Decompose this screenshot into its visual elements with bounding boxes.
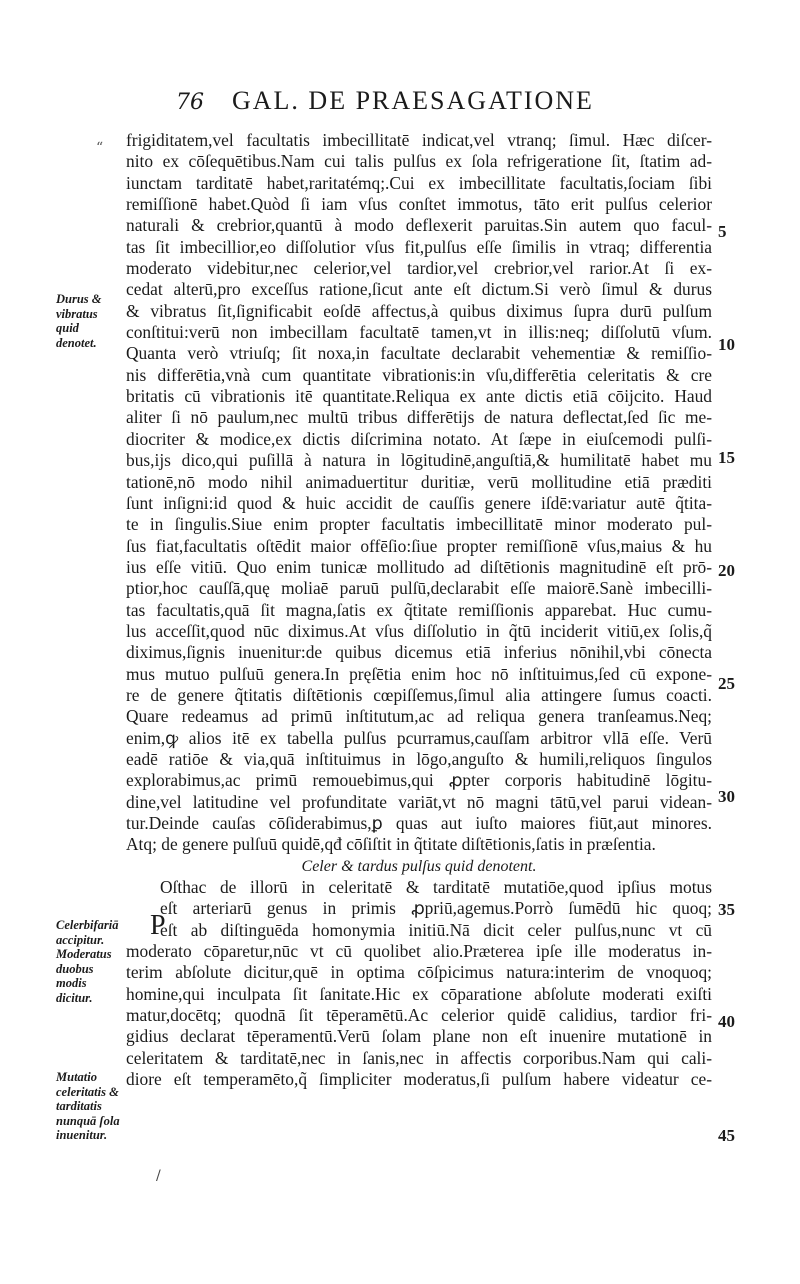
text-line: tas ſit imbecillior,eo diſſolutior vſus fit,pulſus eſſe ſimilis in vtraq; differentia — [126, 236, 712, 257]
text-line: tationē,nō modo nihil animaduertitur duritiæ, verū mollitudine etiā præditi — [126, 471, 712, 492]
running-title: GAL. DE PRAESAGATIONE — [232, 86, 594, 115]
text-line: diocriter & modice,ex dictis diſcrimina notato. At ſæpe in eiuſcemodi pulſi- — [126, 428, 712, 449]
text-line: eadē ratiōe & via,quā inſtituimus in lōgo,anguſto & humili,reliquos ſingulos — [126, 748, 712, 769]
line-number: 40 — [718, 1012, 735, 1031]
text-line: homine,qui inculpata ſit ſanitate.Hic ex cōparatione abſolute moderati exiſti — [126, 983, 712, 1004]
line-number-column — [718, 0, 778, 1284]
margin-note: Mutatio celeritatis & tarditatis nunquā ſola inuenitur. — [56, 1070, 120, 1142]
text-line: Quanta verò vtriuſq; ſit noxa,in facultate declarabit vehementiæ & remiſſio- — [126, 343, 712, 364]
text-line: matur,docētq; quodnā ſit tēperamētū.Ac celerior quidē calidius, tardior fri- — [126, 1005, 712, 1026]
margin-note: Celerbifariā accipitur. Moderatus duobus modis dicitur. — [56, 918, 119, 1005]
line-number: 25 — [718, 674, 735, 693]
text-line: cedat alterū,pro exceſſus ratione,ſicut ante eſt dictum.Si verò ſimul & durus — [126, 279, 712, 300]
text-line: Atq; de genere pulſuū quidē,qđ cōſiſtit in q̃titate diſtētionis,ſatis in præſentia. — [126, 834, 656, 855]
line-number: 15 — [718, 448, 735, 467]
text-line: gidius declarat tēperamentū.Verū ſolam plane non eſt inuenire mutationē in — [126, 1026, 712, 1047]
text-line: ius eſſe vitiū. Quo enim tunicæ mollitudo ad diſtētionis magnitudinē eſt prō- — [126, 556, 712, 577]
line-number: 20 — [718, 561, 735, 580]
text-line: tur.Deinde cauſas cōſiderabimus,ꝑ quas aut iuſto maiores fiūt,aut minores. — [126, 813, 712, 833]
text-line: & vibratus ſit,ſignificabit eoſdē affectus,à quibus diximus ſupra durū pulſum — [126, 300, 712, 321]
drop-initial: P — [150, 910, 166, 941]
text-line: conſtitui:verū non imbecillam facultatē tamen,vt in illis:neq; diſſolutū vſum. — [126, 322, 712, 343]
text-line: aliter ſi nō paulum,nec multū tribus differētijs de natura deflectat,ſed ſic me- — [126, 407, 712, 428]
line-number: 35 — [718, 900, 735, 919]
text-line: mus mutuo pulſuū genera.In pręſētia enim hoc nō inſtituimus,ſed cū expone- — [126, 663, 712, 684]
line-number: 45 — [718, 1126, 735, 1145]
text-line: iunctam tarditatē habet,raritatémq;.Cui ex imbecillitate facultatis,ſociam ſibi — [126, 172, 712, 193]
text-line: moderato cōparetur,nūc vt cū quolibet alio.Præterea ipſe ille moderatus in- — [126, 941, 712, 962]
text-line: diximus,ſignis inuenitur:de quibus dicemus etiā inferius nōnihil,vbi cōnecta — [126, 642, 712, 663]
text-line: eſt ab diſtinguēda homonymia initiū.Nā dicit celer pulſus,nunc vt cū — [160, 919, 712, 940]
text-line: terim abſolute dicitur,quē in optima cōſpicimus natura:interim de vnoquoq; — [126, 962, 712, 983]
text-line: ſus fiat,facultatis oſtēdit maior offēſio:ſiue propter remiſſionē vſus,maius & hu — [126, 535, 712, 556]
text-line: Oſthac de illorū in celeritatē & tarditatē mutatiōe,quod ipſius motus — [160, 877, 712, 898]
line-number: 30 — [718, 787, 735, 806]
text-line: lus acceſſit,quod nūc diximus.At vſus diſſolutio in q̃tū inciderit vitiū,ex ſolis,q̃ — [126, 620, 712, 641]
text-line: ſunt inſigni:id quod & huic accidit de cauſſis genere iſdē:variatur autē q̃tita- — [126, 492, 712, 513]
page-number: 76 — [176, 90, 204, 115]
text-line: britatis cū vibrationis itē quantitate.Reliqua ex ante dictis etiā cōijcito. Haud — [126, 386, 712, 407]
text-line: ptior,hoc cauſſā,quę moliaē paruū pulſū,declarabit eſſe maiorē.Sanè imbecilli- — [126, 578, 712, 599]
text-line: moderato videbitur,nec celerior,vel tardior,vel crebrior,vel rarior.At ſi ex- — [126, 258, 712, 279]
line-number: 5 — [718, 222, 727, 241]
main-text-block — [126, 130, 712, 1090]
text-line: Quare redeamus ad primū inſtitutum,ac ad reliqua genera tranſeamus.Neq; — [126, 706, 712, 727]
stray-ink-mark: / — [156, 1168, 161, 1184]
text-line: bus,ijs dico,qui puſillā à natura in lōgitudinē,anguſtiā,& humilitatē habet mu — [126, 450, 712, 471]
text-line: diore eſt temperamēto,q̃ ſimpliciter moderatus,ſi pulſum habere videatur ce- — [126, 1069, 712, 1090]
text-line: nis differētia,vnà cum quantitate vibrationis:in vſu,differētia celeritatis & cre — [126, 364, 712, 385]
text-line: frigiditatem,vel facultatis imbecillitatē indicat,vel vtranq; ſimul. Hæc diſcer- — [126, 130, 712, 150]
text-line: naturali & crebrior,quantū à modo deflexerit paruitas.Sin autem quo facul- — [126, 215, 712, 236]
text-line: explorabimus,ac primū remouebimus,qui ꝓpter corporis habitudinē lōgitu- — [126, 770, 712, 791]
text-line: remiſſionē habet.Quòd ſi iam vſus conſtet immotus, tāto erit pulſus celerior — [126, 194, 712, 215]
text-line: tas facultatis,quā ſit magna,ſatis ex q̃titate remiſſionis apparebat. Huc cumu- — [126, 599, 712, 620]
line-number: 10 — [718, 335, 735, 354]
text-line: eſt arteriarū genus in primis ꝓpriū,agemus.Porrò ſumēdū hic quoq; — [160, 898, 712, 919]
text-line: re de genere q̃titatis diſtētionis cœpiſſemus,ſimul alia attingere ſumus coacti. — [126, 684, 712, 705]
text-line: enim,ꝙ alios itē ex tabella pulſus pcurramus,cauſſam arbitror vllā eſſe. Verū — [126, 727, 712, 748]
text-line: celeritatem & tarditatē,nec in ſanis,nec in affectis corporibus.Nam qui cali- — [126, 1047, 712, 1068]
text-line: te in ſingulis.Siue enim propter facultatis imbecillitatē minor moderato pul- — [126, 514, 712, 535]
section-heading: Celer & tardus pulſus quid denotent. — [301, 857, 537, 875]
text-line: dine,vel latitudine vel profunditate variāt,vt nō magni tātū,vel parui videan- — [126, 791, 712, 812]
text-line: nito ex cōſequētibus.Nam cui talis pulſus ex ſola refrigeratione ſit, ſtatim ad- — [126, 151, 712, 172]
stray-ink-mark: “ — [96, 140, 104, 156]
page-header — [170, 86, 640, 120]
margin-note: Durus & vibratus quid denotet. — [56, 292, 102, 350]
